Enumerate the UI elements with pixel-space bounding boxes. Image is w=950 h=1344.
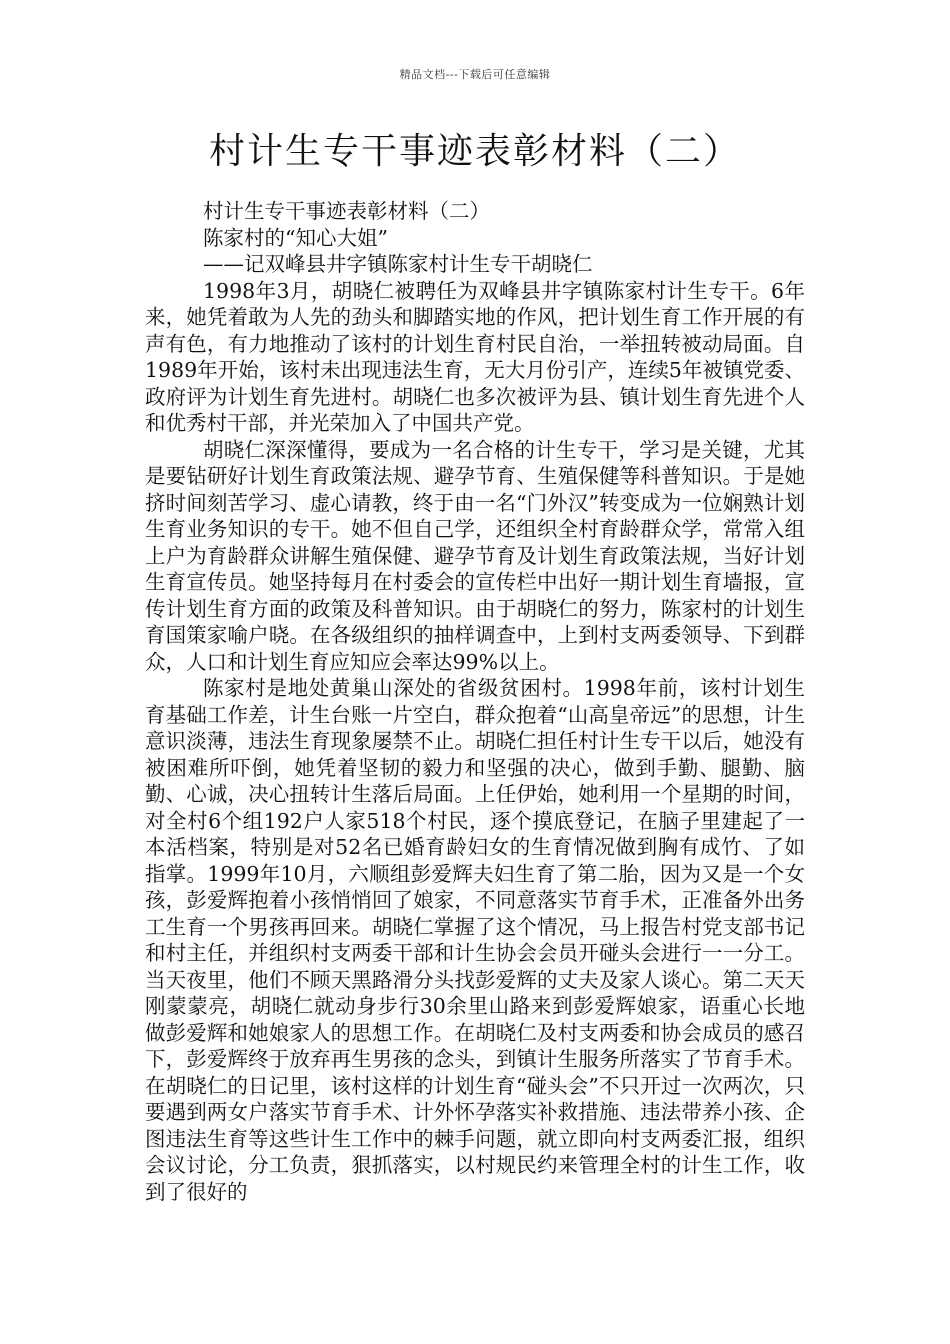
subheading-1: 村计生专干事迹表彰材料（二） bbox=[203, 199, 490, 223]
paragraph-2: 胡晓仁深深懂得，要成为一名合格的计生专干，学习是关键，尤其是要钻研好计划生育政策法规、避孕节育、生殖保健等科普知识。于是她挤时间刻苦学习、虚心请教，终于由一名“门外汉”转变成为一位娴熟计划生育业务知识的专干。她不但自己学，还组织全村育龄群众学，常常入组上户为育龄群众讲解生殖保健、避孕节育及计划生育政策法规，当好计划生育宣传员。她坚持每月在村委会的宣传栏中出好一期计划生育墙报，宣传计划生育方面的政策及科普知识。由于胡晓仁的努力，陈家村的计划生育国策家喻户晓。在各级组织的抽样调查中，上到村支两委领导、下到群众，人口和计划生育应知应会率达99%以上。 bbox=[145, 437, 805, 674]
document-body bbox=[145, 198, 805, 1205]
document-title: 村计生专干事迹表彰材料（二） bbox=[208, 131, 741, 172]
subheading-3: ——记双峰县井字镇陈家村计生专干胡晓仁 bbox=[203, 252, 593, 276]
paragraph-3: 陈家村是地处黄巢山深处的省级贫困村。1998年前，该村计划生育基础工作差，计生台账一片空白，群众抱着“山高皇帝远”的思想，计生意识淡薄，违法生育现象屡禁不止。胡晓仁担任村计生专干以后，她没有被困难所吓倒，她凭着坚韧的毅力和坚强的决心，做到手勤、腿勤、脑勤、心诚，决心扭转计生落后局面。上任伊始，她利用一个星期的时间，对全村6个组192户人家518个村民，逐个摸底登记，在脑子里建起了一本活档案，特别是对52名已婚育龄妇女的生育情况做到胸有成竹、了如指掌。1999年10月，六顺组彭爱辉夫妇生育了第二胎，因为又是一个女孩，彭爱辉抱着小孩悄悄回了娘家，不同意落实节育手术，正准备外出务工生育一个男孩再回来。胡晓仁掌握了这个情况，马上报告村党支部书记和村主任，并组织村支两委干部和计生协会会员开碰头会进行一一分工。当天夜里，他们不顾天黑路滑分头找彭爱辉的丈夫及家人谈心。第二天天刚蒙蒙亮，胡晓仁就动身步行30余里山路来到彭爱辉娘家，语重心长地做彭爱辉和她娘家人的思想工作。在胡晓仁及村支两委和协会成员的感召下，彭爱辉终于放弃再生男孩的念头，到镇计生服务所落实了节育手术。在胡晓仁的日记里，该村这样的计划生育“碰头会”不只开过一次两次，只要遇到两女户落实节育手术、计外怀孕落实补救措施、违法带养小孩、企图违法生育等这些计生工作中的棘手问题，就立即向村支两委汇报，组织会议讨论，分工负责，狠抓落实，以村规民约来管理全村的计生工作，收到了很好的 bbox=[145, 676, 805, 1204]
paragraph-1: 1998年3月，胡晓仁被聘任为双峰县井字镇陈家村计生专干。6年来，她凭着敢为人先的劲头和脚踏实地的作风，把计划生育工作开展的有声有色，有力地推动了该村的计划生育村民自治，一举扭转被动局面。自1989年开始，该村未出现违法生育，无大月份引产，连续5年被镇党委、政府评为计划生育先进村。胡晓仁也多次被评为县、镇计划生育先进个人和优秀村干部，并光荣加入了中国共产党。 bbox=[145, 278, 805, 435]
header-watermark: 精品文档---下载后可任意编辑 bbox=[399, 68, 551, 81]
subheading-2: 陈家村的“知心大姐” bbox=[203, 225, 388, 250]
